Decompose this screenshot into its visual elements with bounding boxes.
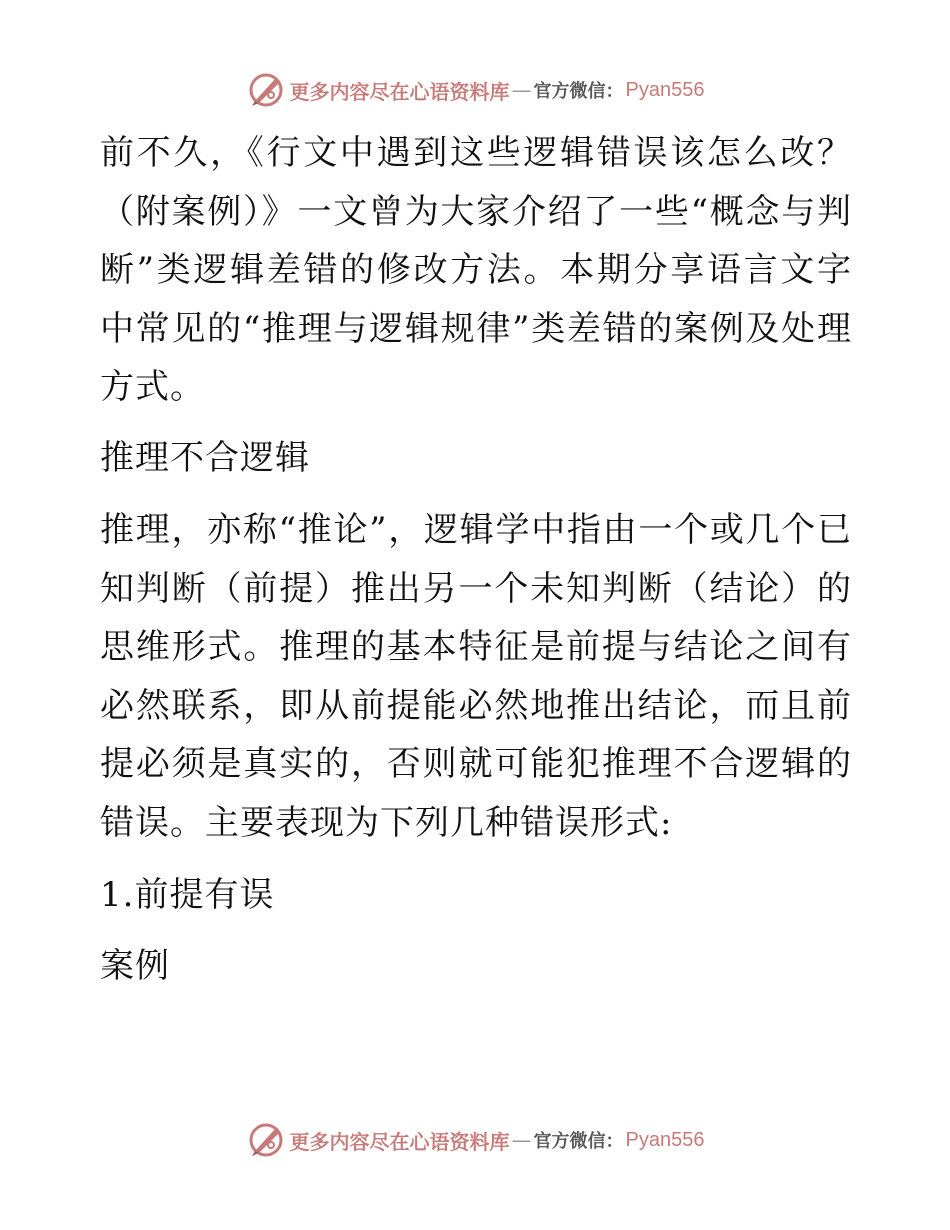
wechat-label: 官方微信： [533, 1131, 624, 1152]
watermark-separator: — [511, 78, 532, 102]
watermark-text: 更多内容尽在心语资料库 [289, 79, 510, 104]
wechat-label: 官方微信： [533, 81, 624, 102]
pen-seal-icon [246, 70, 286, 110]
wechat-id: Pyan556 [625, 1128, 705, 1151]
wechat-id: Pyan556 [625, 78, 705, 101]
pen-seal-icon [246, 1120, 286, 1160]
watermark-separator: — [511, 1128, 532, 1152]
footer-watermark [0, 1118, 950, 1162]
body-paragraph: 推理，亦称“推论”，逻辑学中指由一个或几个已知判断（前提）推出另一个未知判断（结论）的思维形式。推理的基本特征是前提与结论之间有必然联系，即从前提能必然地推出结论，而且前提必须是真实的，否则就可能犯推理不合逻辑的错误。主要表现为下列几种错误形式: [100, 510, 852, 843]
case-label: 案例 [100, 945, 170, 986]
section-heading: 推理不合逻辑 [100, 437, 310, 478]
list-item-1: 1.前提有误 [100, 875, 275, 915]
watermark-text: 更多内容尽在心语资料库 [289, 1129, 510, 1154]
intro-paragraph: 前不久，《行文中遇到这些逻辑错误该怎么改？（附案例）》一文曾为大家介绍了一些“概念与判断”类逻辑差错的修改方法。本期分享语言文字中常见的“推理与逻辑规律”类差错的案例及处理方式。 [100, 133, 852, 407]
article-content [100, 124, 852, 995]
header-watermark [0, 68, 950, 112]
